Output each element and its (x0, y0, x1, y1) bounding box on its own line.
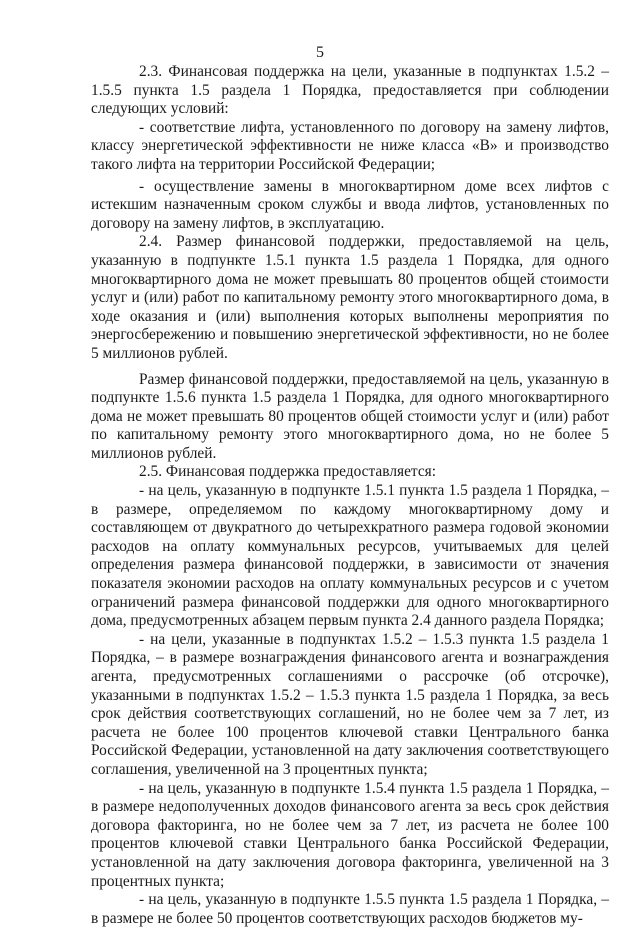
paragraph-2-4: 2.4. Размер финансовой поддержки, предоставляемой на цель, указанную в подпункте 1.5.1 пункта 1.5 раздела 1 Порядка, для одного многоквартирного дома не может превышать 80 процентов общей стоимости услуг и (или) работ по капитальному ремонту этого многоквартирного дома, в ходе оказания и (или) выполнения которых выполнены мероприятия по энергосбережению и повышению энергетической эффективности, но не более 5 миллионов рублей. (91, 233, 609, 362)
paragraph-goals-1-5-2-1-5-3: - на цели, указанные в подпунктах 1.5.2 – 1.5.3 пункта 1.5 раздела 1 Порядка, – в размере вознаграждения финансового агента и вознаграждения агента, предусмотренных соглашениями о рассрочке (об отсрочке), указанными в подпунктах 1.5.2 – 1.5.3 пункта 1.5 раздела 1 Порядка, за весь срок действия соответствующих соглашений, но не более чем за 7 лет, из расчета не более 100 процентов ключевой ставки Центрального банка Российской Федерации, установленной на дату заключения соответствующего соглашения, увеличенной на 3 процентных пункта; (91, 630, 609, 778)
paragraph-2-5: 2.5. Финансовая поддержка предоставляется: (139, 463, 437, 481)
paragraph-goal-1-5-1: - на цель, указанную в подпункте 1.5.1 пункта 1.5 раздела 1 Порядка, – в размере, определяемом по каждому многоквартирному дому и составляющем от двукратного до четырехкратного размера годовой экономии расходов на оплату коммунальных ресурсов, учитываемых для целей определения размера финансовой поддержки, в зависимости от значения показателя экономии расходов на оплату коммунальных ресурсов и с учетом ограничений размера финансовой поддержки для одного многоквартирного дома, предусмотренных абзацем первым пункта 2.4 данного раздела Порядка; (91, 482, 609, 630)
document-body (91, 63, 609, 928)
page-number: 5 (316, 44, 324, 61)
paragraph-2-3: 2.3. Финансовая поддержка на цели, указанные в подпунктах 1.5.2 – 1.5.5 пункта 1.5 раздела 1 Порядка, предоставляется при соблюдении следующих условий: (91, 63, 609, 118)
paragraph-lift-replacement: - осуществление замены в многоквартирном доме всех лифтов с истекшим назначенным сроком службы и ввода лифтов, установленных по договору на замену лифтов, в эксплуатацию. (91, 177, 609, 232)
paragraph-goal-1-5-5: - на цель, указанную в подпункте 1.5.5 пункта 1.5 раздела 1 Порядка, – в размере не более 50 процентов соответствующих расходов бюджетов му- (91, 891, 609, 927)
paragraph-lift-conformity: - соответствие лифта, установленного по договору на замену лифтов, классу энергетической эффективности не ниже класса «В» и производство такого лифта на территории Российской Федерации; (91, 118, 609, 173)
paragraph-support-size-1-5-6: Размер финансовой поддержки, предоставляемой на цель, указанную в подпункте 1.5.6 пункта 1.5 раздела 1 Порядка, для одного многоквартирного дома не может превышать 80 процентов общей стоимости услуг и (или) работ по капитальному ремонту этого многоквартирного дома, но не более 5 миллионов рублей. (91, 370, 609, 462)
paragraph-goal-1-5-4: - на цель, указанную в подпункте 1.5.4 пункта 1.5 раздела 1 Порядка, – в размере недополученных доходов финансового агента за весь срок действия договора факторинга, но не более чем за 7 лет, из расчета не более 100 процентов ключевой ставки Центрального банка Российской Федерации, установленной на дату заключения договора факторинга, увеличенной на 3 процентных пункта; (91, 779, 609, 890)
